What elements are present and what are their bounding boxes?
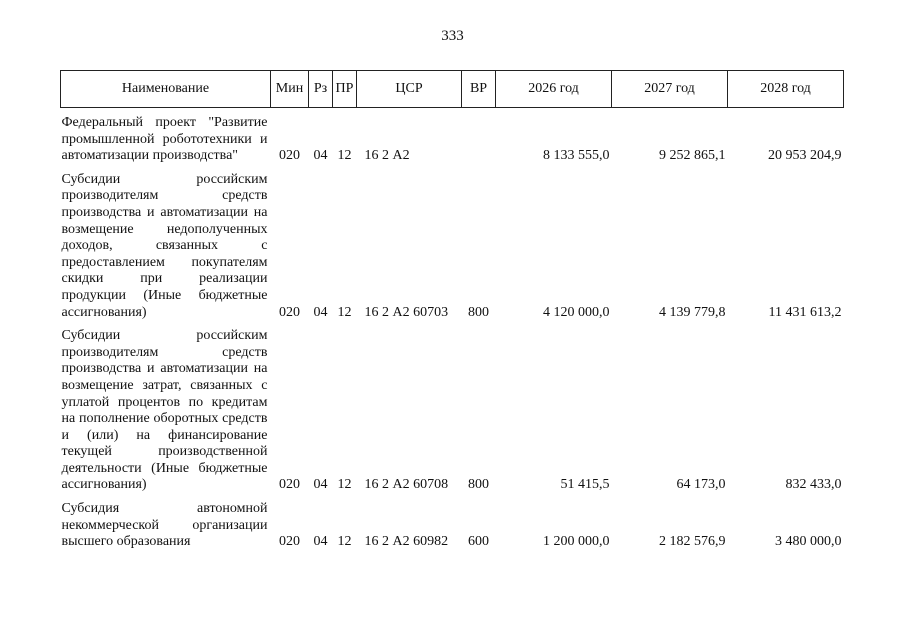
row-min: 020 xyxy=(279,304,300,320)
row-2027: 64 173,0 xyxy=(676,477,726,493)
table-row xyxy=(61,321,844,494)
header-name: Наименование xyxy=(61,71,271,108)
row-csr: 16 2 А2 xyxy=(364,148,410,164)
row-2028: 3 480 000,0 xyxy=(775,534,842,550)
page-number: 333 xyxy=(441,28,464,44)
row-min: 020 xyxy=(279,477,300,493)
row-csr: 16 2 А2 60708 xyxy=(364,477,449,493)
row-2026: 1 200 000,0 xyxy=(543,534,610,550)
row-rz: 04 xyxy=(313,148,328,164)
row-pr: 12 xyxy=(337,304,352,320)
row-rz: 04 xyxy=(313,477,328,493)
table-body xyxy=(61,108,844,551)
row-vr: 800 xyxy=(468,304,489,320)
row-csr: 16 2 А2 60982 xyxy=(364,534,449,550)
row-2026: 51 415,5 xyxy=(560,477,610,493)
row-vr: 600 xyxy=(468,534,489,550)
row-2026: 4 120 000,0 xyxy=(543,304,610,320)
header-2027: 2027 год xyxy=(612,71,728,108)
row-pr: 12 xyxy=(337,477,352,493)
row-2027: 4 139 779,8 xyxy=(659,304,726,320)
row-min: 020 xyxy=(279,534,300,550)
table-header xyxy=(61,71,844,108)
row-rz: 04 xyxy=(313,534,328,550)
table-row xyxy=(61,108,844,165)
row-vr: 800 xyxy=(468,477,489,493)
row-name: Субсидии российским производителям средств производства и автоматизации на возмещение затрат, связанных с уплатой процентов по кредитам на пополнение оборотных средств и (или) на финансирование текущей производственной деятельности (Иные бюджетные ассигнования) xyxy=(61,328,268,493)
row-pr: 12 xyxy=(337,148,352,164)
header-row xyxy=(61,71,844,108)
header-2026: 2026 год xyxy=(496,71,612,108)
row-rz: 04 xyxy=(313,304,328,320)
row-2027: 2 182 576,9 xyxy=(659,534,726,550)
row-2027: 9 252 865,1 xyxy=(659,148,726,164)
row-2028: 832 433,0 xyxy=(785,477,842,493)
row-csr: 16 2 А2 60703 xyxy=(364,304,449,320)
row-2026: 8 133 555,0 xyxy=(543,148,610,164)
table-row xyxy=(61,165,844,321)
header-csr: ЦСР xyxy=(357,71,462,108)
header-vr: ВР xyxy=(462,71,496,108)
header-pr: ПР xyxy=(333,71,357,108)
row-2028: 20 953 204,9 xyxy=(768,148,842,164)
row-name: Субсидии российским производителям средств производства и автоматизации на возмещение недополученных доходов, связанных с предоставлением покупателям скидки при реализации продукции (Иные бюджетные ассигнования) xyxy=(61,171,268,320)
row-pr: 12 xyxy=(337,534,352,550)
header-rz: Рз xyxy=(309,71,333,108)
table-row xyxy=(61,494,844,551)
budget-table xyxy=(60,70,844,551)
header-min: Мин xyxy=(271,71,309,108)
row-name: Субсидия автономной некоммерческой организации высшего образования xyxy=(61,501,268,550)
row-2028: 11 431 613,2 xyxy=(768,304,842,320)
row-vr xyxy=(462,108,496,165)
row-min: 020 xyxy=(279,148,300,164)
header-2028: 2028 год xyxy=(728,71,844,108)
row-name: Федеральный проект "Развитие промышленной робототехники и автоматизации производства" xyxy=(61,115,268,164)
